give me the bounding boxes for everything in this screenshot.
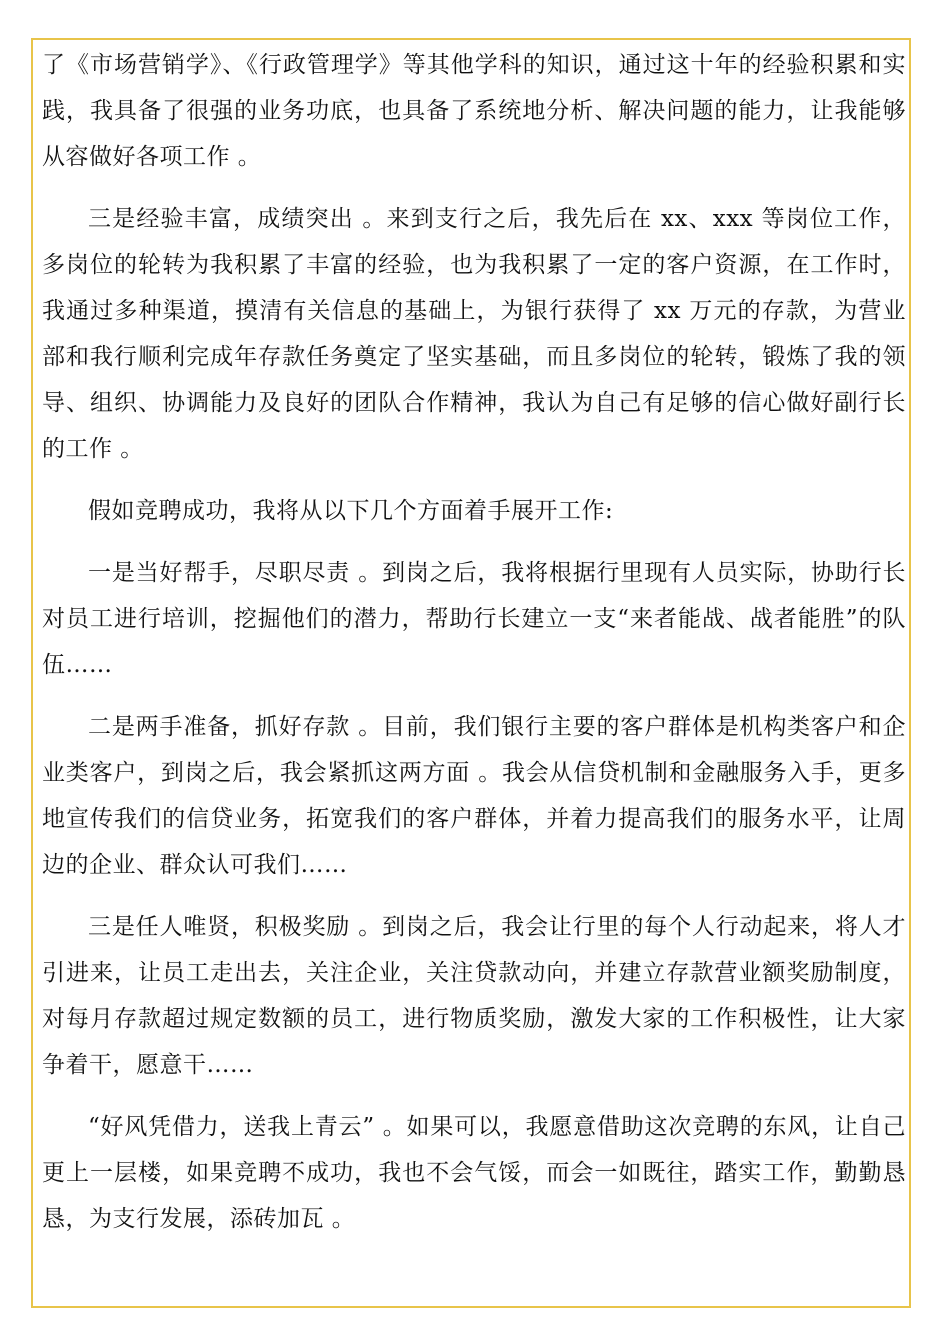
paragraph-1: 了《市场营销学》、《行政管理学》等其他学科的知识，通过这十年的经验积累和实践，我具备了很强的业务功底，也具备了系统地分析、解决问题的能力，让我能够从容做好各项工作 。	[42, 52, 906, 170]
paragraph-5: 二是两手准备，抓好存款 。目前，我们银行主要的客户群体是机构类客户和企业类客户，到岗之后，我会紧抓这两方面 。我会从信贷机制和金融服务入手，更多地宣传我们的信贷业务，拓宽我们的客户群体，并着力提高我们的服务水平，让周边的企业、群众认可我们……	[42, 714, 906, 878]
paragraph-3: 假如竞聘成功，我将从以下几个方面着手展开工作:	[88, 498, 614, 524]
paragraph-2: 三是经验丰富，成绩突出 。来到支行之后，我先后在 xx、xxx 等岗位工作，多岗位的轮转为我积累了丰富的经验，也为我积累了一定的客户资源，在工作时，我通过多种渠道，摸清有关信息的基础上，为银行获得了 xx 万元的存款，为营业部和我行顺利完成年存款任务奠定了坚实基础，而且多岗位的轮转，锻炼了我的领导、组织、协调能力及良好的团队合作精神，我认为自己有足够的信心做好副行长的工作 。	[42, 206, 906, 462]
paragraph-4: 一是当好帮手，尽职尽责 。到岗之后，我将根据行里现有人员实际，协助行长对员工进行培训，挖掘他们的潜力，帮助行长建立一支“来者能战、战者能胜”的队伍……	[42, 560, 906, 678]
document-body	[42, 42, 906, 1258]
paragraph-7: “好风凭借力，送我上青云” 。如果可以，我愿意借助这次竞聘的东风，让自己更上一层楼，如果竞聘不成功，我也不会气馁，而会一如既往，踏实工作，勤勤恳恳，为支行发展，添砖加瓦 。	[42, 1114, 906, 1232]
paragraph-6: 三是任人唯贤，积极奖励 。到岗之后，我会让行里的每个人行动起来，将人才引进来，让员工走出去，关注企业，关注贷款动向，并建立存款营业额奖励制度，对每月存款超过规定数额的员工，进行物质奖励，激发大家的工作积极性，让大家争着干，愿意干……	[42, 914, 906, 1078]
